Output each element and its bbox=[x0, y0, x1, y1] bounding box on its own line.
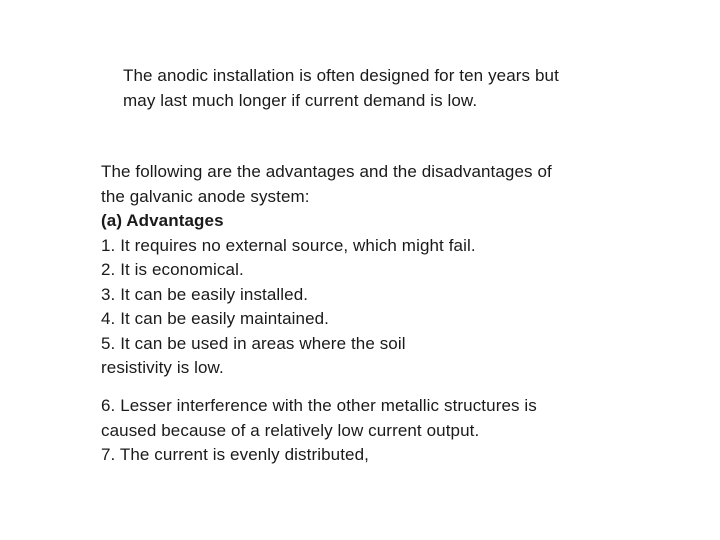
list-item: 3. It can be easily installed. bbox=[101, 284, 309, 304]
list-item: caused because of a relatively low current output. bbox=[101, 420, 480, 440]
intro-line-2: may last much longer if current demand is low. bbox=[123, 90, 478, 110]
intro-paragraph bbox=[123, 64, 559, 113]
list-item: 6. Lesser interference with the other metallic structures is bbox=[101, 396, 537, 415]
advantages-section bbox=[101, 160, 552, 381]
list-item: 5. It can be used in areas where the soil bbox=[101, 333, 406, 353]
intro-line-1: The anodic installation is often designed for ten years but bbox=[123, 66, 559, 85]
main-intro-line-2: the galvanic anode system: bbox=[101, 186, 310, 206]
list-item: 2. It is economical. bbox=[101, 260, 244, 279]
list-item: 4. It can be easily maintained. bbox=[101, 309, 330, 328]
continuation-section bbox=[101, 394, 537, 468]
list-item: 1. It requires no external source, which might fail. bbox=[101, 235, 476, 255]
main-intro-line-1: The following are the advantages and the disadvantages of bbox=[101, 162, 552, 181]
list-item: 7. The current is evenly distributed, bbox=[101, 445, 369, 464]
list-item: resistivity is low. bbox=[101, 358, 224, 377]
advantages-heading: (a) Advantages bbox=[101, 211, 224, 230]
